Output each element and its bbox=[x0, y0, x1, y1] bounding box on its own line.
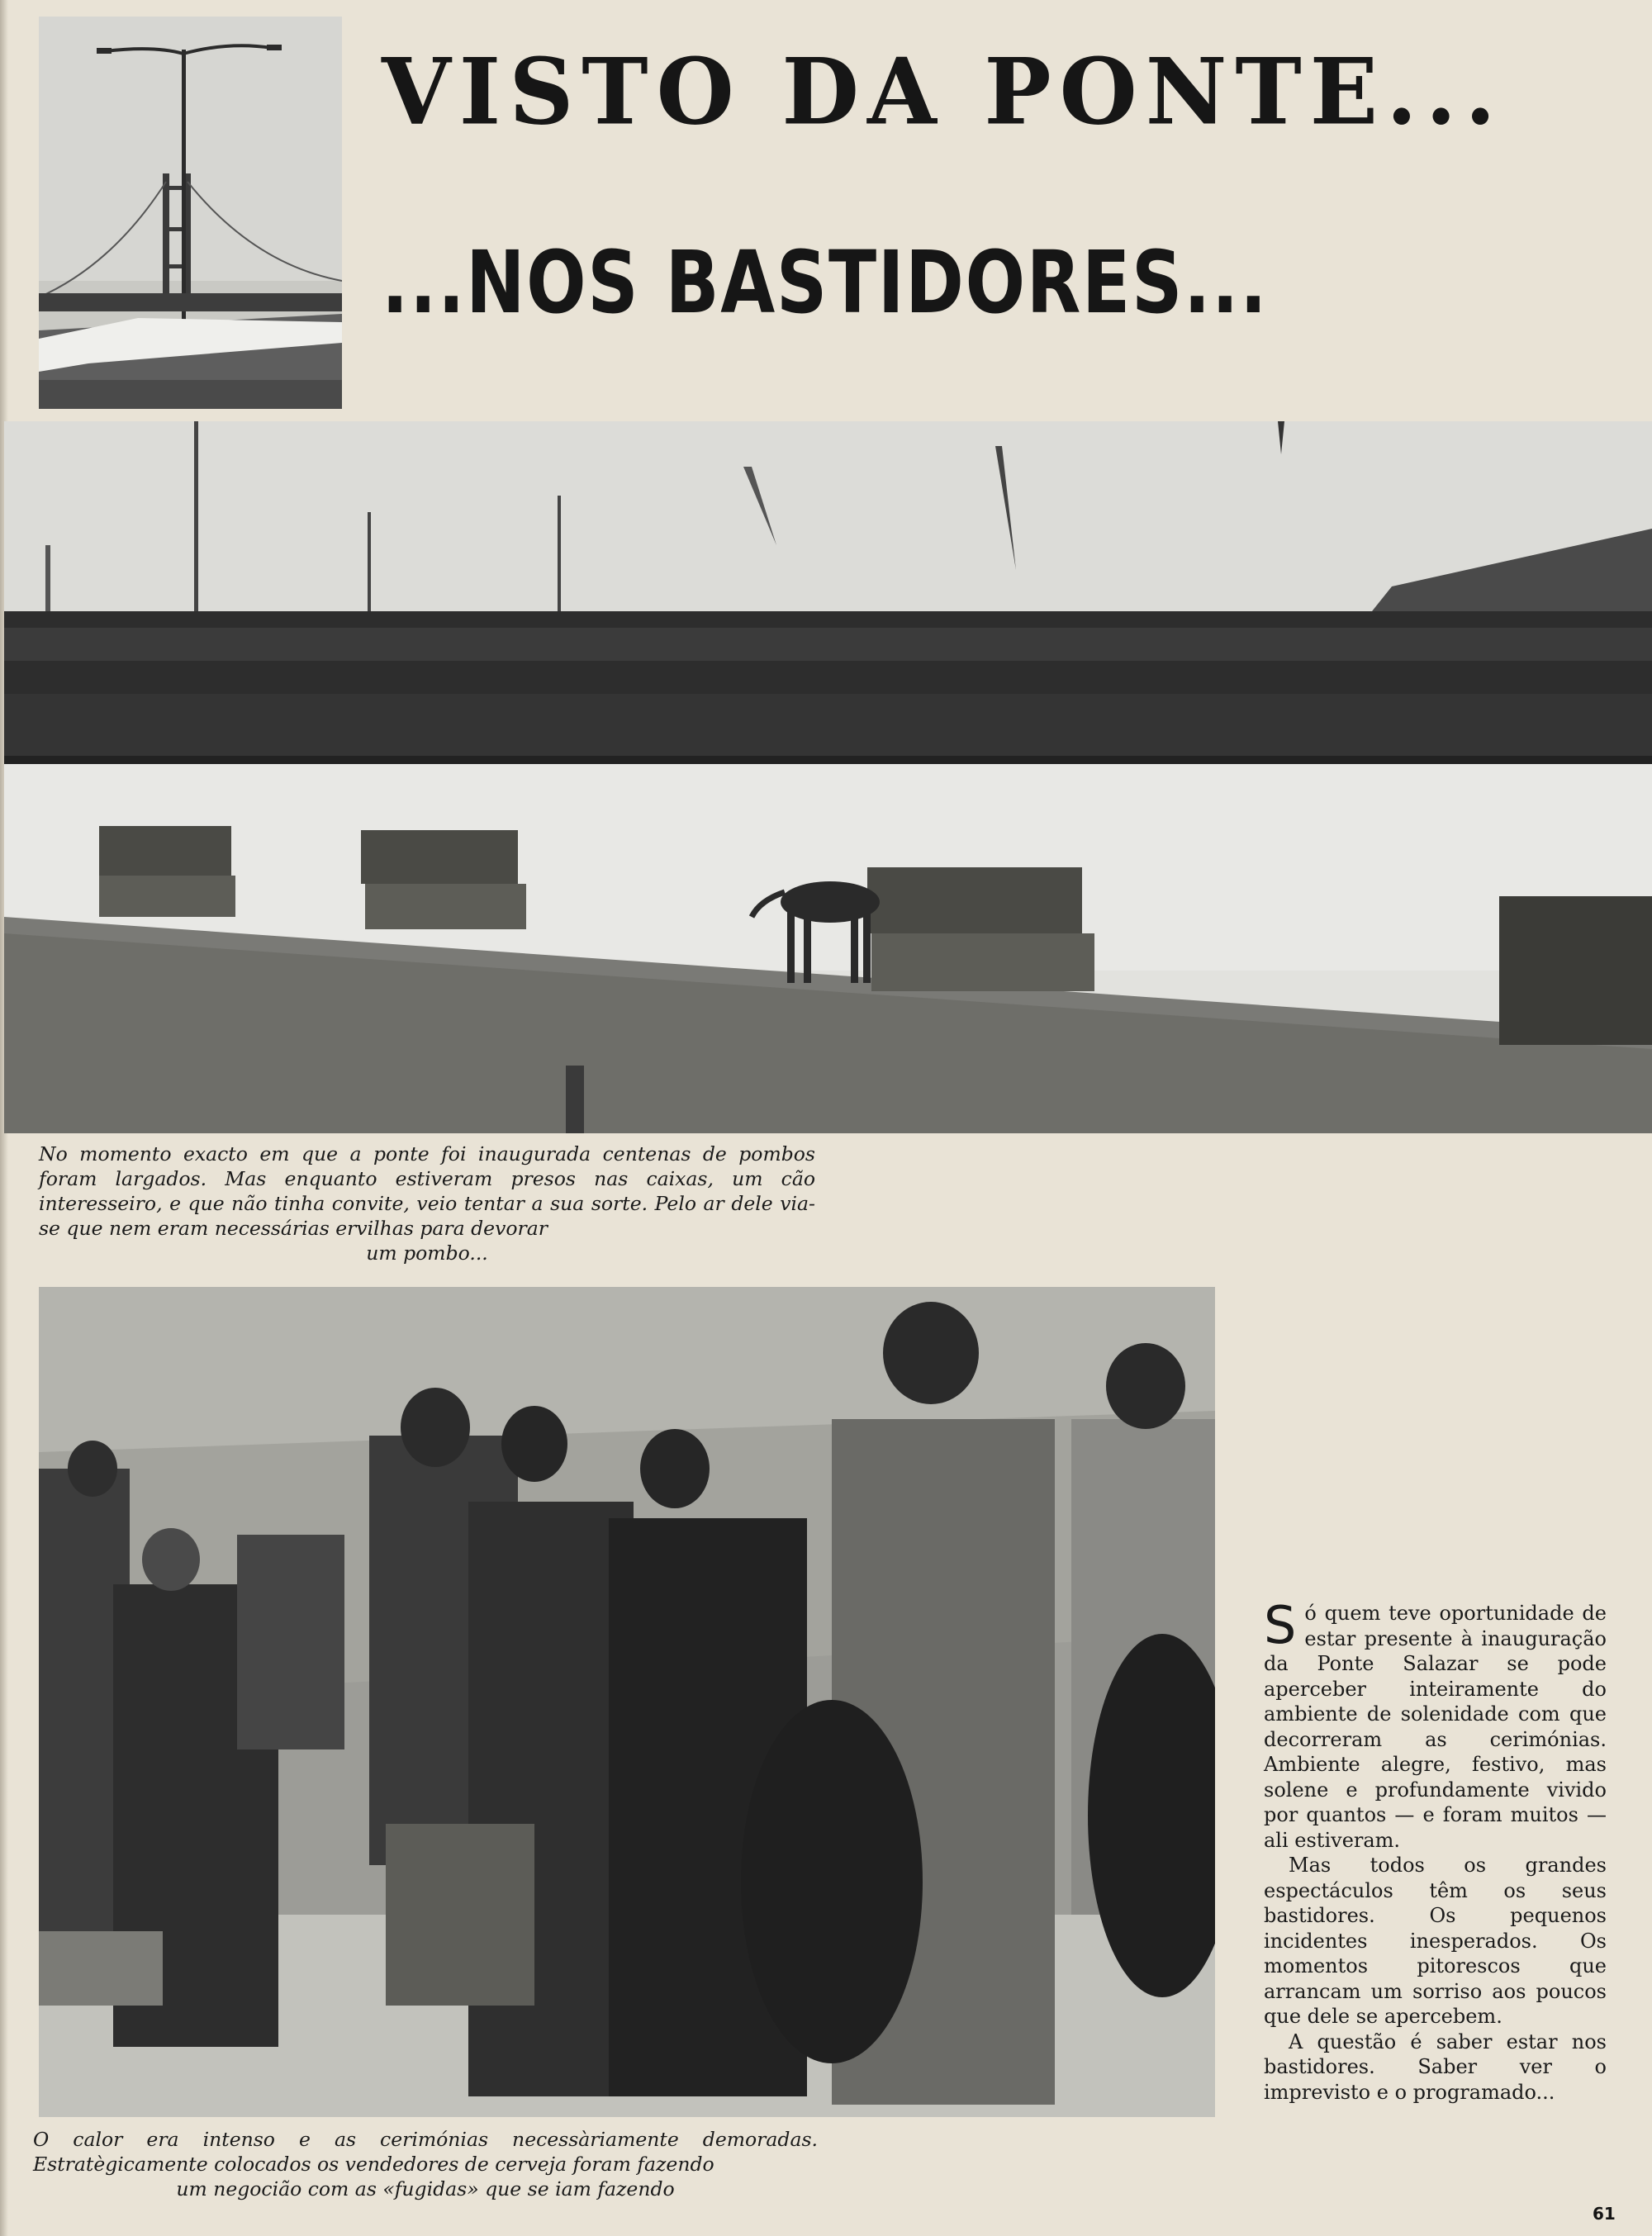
article-paragraph-3: A questão é saber estar nos bastidores. Saber ver o imprevisto e o programado... bbox=[1264, 2029, 1607, 2104]
beer-photo-caption bbox=[33, 2127, 818, 2201]
pigeon-photo-caption bbox=[39, 1142, 815, 1265]
pigeon-caption-last-line: um pombo... bbox=[366, 1241, 488, 1265]
headline-title: VISTO DA PONTE... bbox=[382, 39, 1504, 146]
dropcap-letter: S bbox=[1264, 1595, 1297, 1655]
beer-caption-text: O calor era intenso e as cerimónias necessàriamente demoradas. Estratègicamente colocados os vendedores de cerveja foram fazendo bbox=[33, 2128, 818, 2176]
bridge-photo bbox=[39, 17, 342, 409]
headline-subtitle: ...NOS BASTIDORES... bbox=[382, 232, 1269, 333]
article-paragraph-1-text: ó quem teve oportunidade de estar presente à inauguração da Ponte Salazar se pode aperceber inteiramente do ambiente de solenidade com que decorreram as cerimónias. Ambiente alegre, festivo, mas solene e profundamente vivido por quantos — e foram muitos — ali estiveram. bbox=[1264, 1602, 1607, 1852]
article-paragraph-1 bbox=[1264, 1595, 1607, 1853]
beer-vendors-photo bbox=[39, 1287, 1215, 2117]
article-paragraph-2: Mas todos os grandes espectáculos têm os seus bastidores. Os pequenos incidentes inesperados. Os momentos pitorescos que arrancam um sorriso aos poucos que dele se apercebem. bbox=[1264, 1854, 1607, 2028]
article-body bbox=[1264, 1595, 1607, 2105]
beer-caption-last-line: um negocião com as «fugidas» que se iam fazendo bbox=[176, 2177, 675, 2200]
pigeon-crates-photo bbox=[4, 421, 1652, 1133]
pigeon-caption-text: No momento exacto em que a ponte foi inaugurada centenas de pombos foram largados. Mas enquanto estiveram presos nas caixas, um cão interesseiro, e que não tinha convite, veio tentar a sua sorte. Pelo ar dele via-se que nem eram necessárias ervilhas para devorar bbox=[39, 1142, 815, 1240]
page-number: 61 bbox=[1593, 2204, 1616, 2224]
